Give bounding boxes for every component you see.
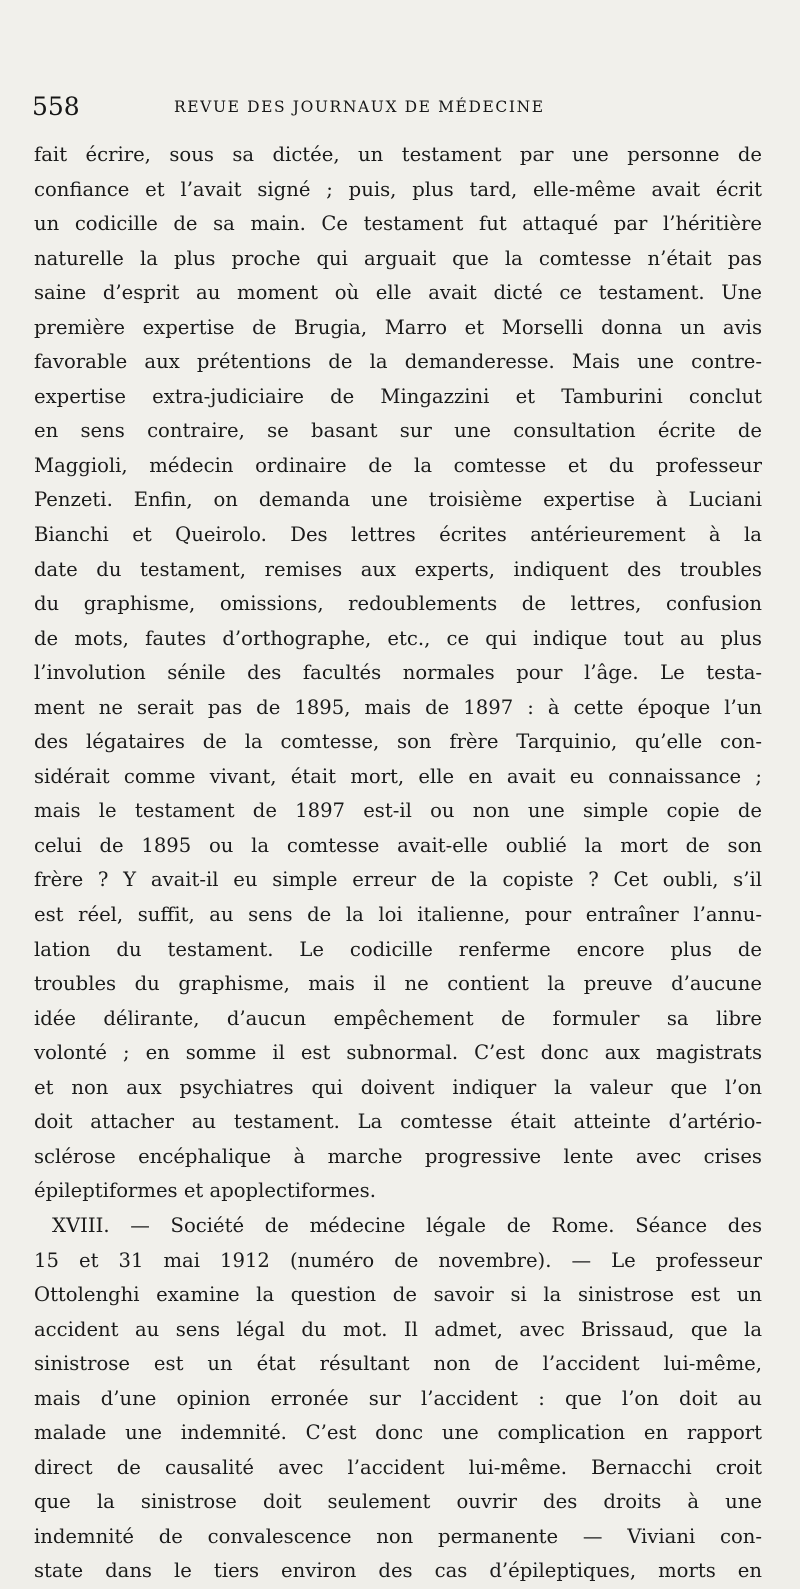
text-line: malade une indemnité. C’est donc une complication en rapport [34,1421,762,1445]
text-line: première expertise de Brugia, Marro et Morselli donna un avis [34,315,762,339]
text-line: accident au sens légal du mot. Il admet, avec Brissaud, que la [34,1317,762,1341]
text-line: volonté ; en somme il est subnormal. C’est donc aux magistrats [34,1041,762,1065]
text-line: naturelle la plus proche qui arguait que la comtesse n’était pas [34,246,762,270]
text-line: favorable aux prétentions de la demanderesse. Mais une contre- [34,350,762,374]
text-line: épileptiformes et apoplectiformes. [34,1179,376,1203]
text-line: saine d’esprit au moment où elle avait dicté ce testament. Une [34,281,762,305]
text-line: expertise extra-judiciaire de Mingazzini et Tamburini conclut [34,384,762,408]
body-text [34,138,762,1589]
text-line: Penzeti. Enfin, on demanda une troisième expertise à Luciani [34,488,762,512]
text-line: sinistrose est un état résultant non de l’accident lui-même, [34,1352,762,1376]
text-line: mais le testament de 1897 est-il ou non une simple copie de [34,799,762,823]
text-line: date du testament, remises aux experts, indiquent des troubles [34,557,762,581]
text-line: que la sinistrose doit seulement ouvrir des droits à une [34,1490,762,1514]
text-line: fait écrire, sous sa dictée, un testament par une personne de [34,143,762,166]
text-line: l’involution sénile des facultés normales pour l’âge. Le testa- [34,661,762,685]
text-line: state dans le tiers environ des cas d’épileptiques, morts en [34,1559,762,1583]
text-line: et non aux psychiatres qui doivent indiquer la valeur que l’on [34,1075,762,1099]
text-line: sidérait comme vivant, était mort, elle en avait eu connaissance ; [34,764,762,788]
running-title: REVUE DES JOURNAUX DE MÉDECINE [174,98,545,116]
text-line: direct de causalité avec l’accident lui-même. Bernacchi croit [34,1455,762,1479]
text-line: indemnité de convalescence non permanente — Viviani con- [34,1524,762,1548]
text-line: doit attacher au testament. La comtesse était atteinte d’artério- [34,1110,762,1134]
text-line: en sens contraire, se basant sur une consultation écrite de [34,419,762,443]
text-line: un codicille de sa main. Ce testament fut attaqué par l’héritière [34,212,762,236]
text-line: Maggioli, médecin ordinaire de la comtesse et du professeur [34,453,762,477]
text-line: Bianchi et Queirolo. Des lettres écrites antérieurement à la [34,523,762,547]
text-line: celui de 1895 ou la comtesse avait-elle oublié la mort de son [34,833,762,857]
text-line: Ottolenghi examine la question de savoir si la sinistrose est un [34,1283,762,1307]
text-line: ment ne serait pas de 1895, mais de 1897 : à cette époque l’un [34,695,762,719]
text-line: est réel, suffit, au sens de la loi italienne, pour entraîner l’annu- [34,903,762,927]
text-line: du graphisme, omissions, redoublements de lettres, confusion [34,592,762,616]
page-header [32,92,772,126]
page-number: 558 [32,92,80,121]
text-line: lation du testament. Le codicille renferme encore plus de [34,937,762,961]
text-line: troubles du graphisme, mais il ne contient la preuve d’aucune [34,972,762,996]
text-line: des légataires de la comtesse, son frère Tarquinio, qu’elle con- [34,730,762,754]
text-line: confiance et l’avait signé ; puis, plus tard, elle-même avait écrit [34,177,762,201]
text-line: 15 et 31 mai 1912 (numéro de novembre). — Le professeur [34,1248,762,1272]
text-line: mais d’une opinion erronée sur l’accident : que l’on doit au [34,1386,762,1410]
text-line: de mots, fautes d’orthographe, etc., ce qui indique tout au plus [34,626,762,650]
text-line: idée délirante, d’aucun empêchement de formuler sa libre [34,1006,762,1030]
text-line: sclérose encéphalique à marche progressive lente avec crises [34,1144,762,1168]
section-heading-line: XVIII. — Société de médecine légale de Rome. Séance des [52,1213,762,1237]
text-line: frère ? Y avait-il eu simple erreur de la copiste ? Cet oubli, s’il [34,868,762,892]
